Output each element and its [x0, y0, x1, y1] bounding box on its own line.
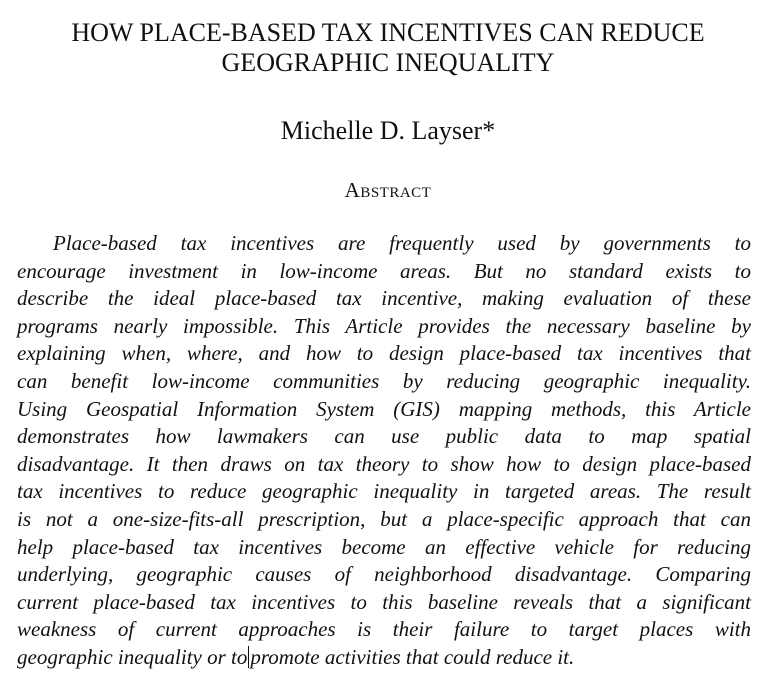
last-line-before-cursor: geographic inequality or to [17, 644, 248, 669]
abstract-heading: Abstract [344, 178, 432, 202]
abstract-line: underlying, geographic causes of neighborhood disadvantage. Comparing [17, 562, 751, 587]
abstract-line: tax incentives to reduce geographic inequality in targeted areas. The result [17, 479, 751, 504]
abstract-line: disadvantage. It then draws on tax theory to show how to design place-based [17, 451, 751, 476]
abstract-line: current place-based tax incentives to this baseline reveals that a significant [17, 589, 751, 614]
abstract-line: explaining when, where, and how to design place-based tax incentives that [17, 341, 751, 366]
author-name: Michelle D. Layser* [280, 116, 496, 145]
article-title [0, 18, 776, 78]
last-line-after-cursor: promote activities that could reduce it. [250, 644, 575, 669]
abstract-line: weakness of current approaches is their failure to target places with [17, 617, 751, 642]
abstract-line: is not a one-size-fits-all prescription, but a place-specific approach that can [17, 506, 751, 531]
abstract-line: help place-based tax incentives become an effective vehicle for reducing [17, 534, 751, 559]
abstract-line: encourage investment in low-income areas. But no standard exists to [17, 258, 751, 283]
abstract-last-line [17, 644, 751, 672]
title-line-2: GEOGRAPHIC INEQUALITY [221, 48, 555, 77]
abstract-line: describe the ideal place-based tax incentive, making evaluation of these [17, 286, 751, 311]
abstract-text[interactable] [17, 230, 751, 672]
title-line-1: HOW PLACE-BASED TAX INCENTIVES CAN REDUCE [71, 18, 705, 47]
abstract-line: Place-based tax incentives are frequently used by governments to [53, 231, 751, 255]
abstract-line: programs nearly impossible. This Article provides the necessary baseline by [17, 313, 751, 338]
abstract-line: demonstrates how lawmakers can use public data to map spatial [17, 424, 751, 449]
abstract-line: can benefit low-income communities by reducing geographic inequality. [17, 368, 751, 393]
abstract-line: Using Geospatial Information System (GIS) mapping methods, this Article [17, 396, 751, 421]
